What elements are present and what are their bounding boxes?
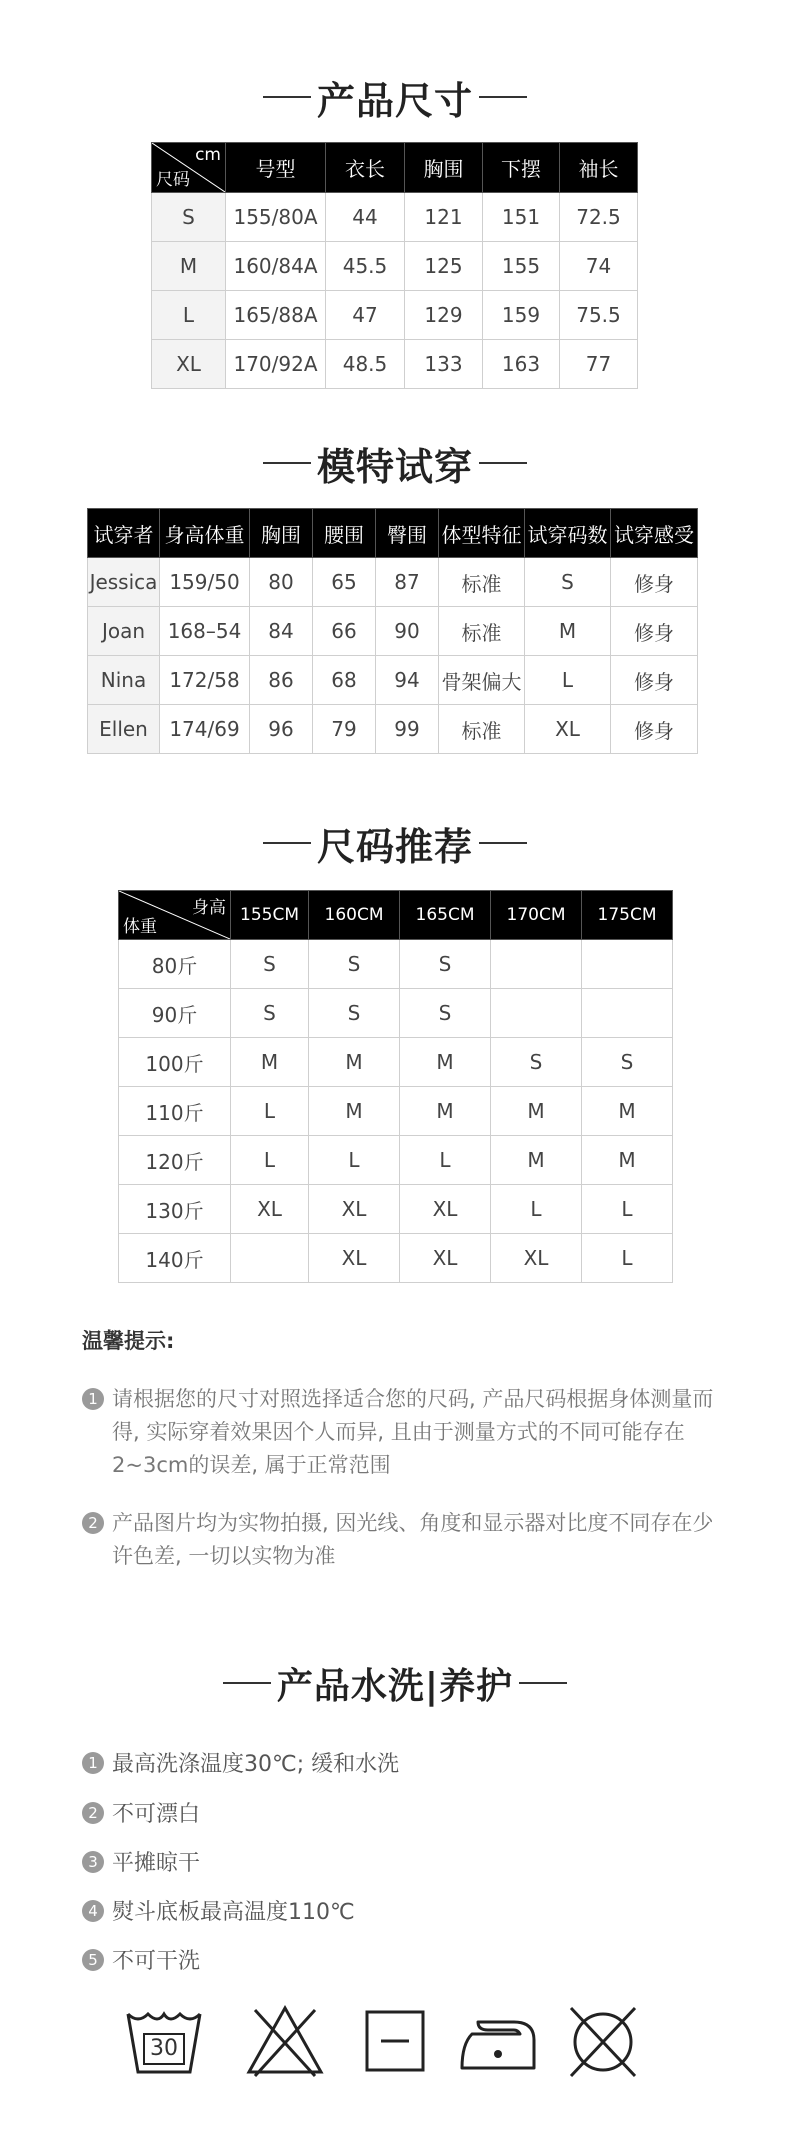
table-row <box>88 656 698 705</box>
model-fit-header: 腰围 <box>313 509 376 558</box>
size-label: XL <box>152 340 226 389</box>
table-cell: 80 <box>250 558 313 607</box>
table-cell: 79 <box>313 705 376 754</box>
number-badge: 5 <box>82 1949 104 1971</box>
care-item <box>82 1895 355 1926</box>
table-row <box>119 1185 673 1234</box>
table-cell: L <box>582 1185 673 1234</box>
tip-text: 产品图片均为实物拍摄, 因光线、角度和显示器对比度不同存在少许色差, 一切以实物为准 <box>112 1511 714 1568</box>
weight-label: 140斤 <box>119 1234 231 1283</box>
table-cell: 77 <box>560 340 638 389</box>
care-title: 产品水洗|养护 <box>0 1658 790 1708</box>
table-cell: 86 <box>250 656 313 705</box>
weight-label: 130斤 <box>119 1185 231 1234</box>
table-cell: 159/50 <box>160 558 250 607</box>
tip-item <box>82 1507 722 1573</box>
table-cell: 修身 <box>611 656 698 705</box>
size-recommend-corner: 身高 体重 <box>119 891 231 940</box>
care-item <box>82 1747 399 1778</box>
table-cell: S <box>491 1038 582 1087</box>
table-cell: 155/80A <box>226 193 326 242</box>
table-cell: XL <box>400 1185 491 1234</box>
table-cell: 44 <box>326 193 405 242</box>
care-text: 不可漂白 <box>112 1802 201 1827</box>
table-cell: M <box>400 1087 491 1136</box>
table-cell: 168–54 <box>160 607 250 656</box>
table-cell: L <box>231 1136 309 1185</box>
size-chart-title: 产品尺寸 <box>0 72 790 122</box>
table-row <box>119 989 673 1038</box>
table-cell: XL <box>400 1234 491 1283</box>
table-cell: M <box>231 1038 309 1087</box>
care-text: 熨斗底板最高温度110℃ <box>112 1900 355 1925</box>
number-badge: 3 <box>82 1851 104 1873</box>
table-cell: 121 <box>405 193 483 242</box>
table-cell: L <box>582 1234 673 1283</box>
size-label: M <box>152 242 226 291</box>
table-row <box>88 705 698 754</box>
table-cell: L <box>400 1136 491 1185</box>
table-cell: M <box>309 1038 400 1087</box>
table-row <box>119 940 673 989</box>
table-cell: 125 <box>405 242 483 291</box>
table-cell: 165/88A <box>226 291 326 340</box>
table-cell: L <box>309 1136 400 1185</box>
table-cell: 标准 <box>439 558 525 607</box>
table-cell: 48.5 <box>326 340 405 389</box>
table-cell: 75.5 <box>560 291 638 340</box>
no-bleach-icon <box>245 2000 325 2080</box>
table-cell: 修身 <box>611 705 698 754</box>
table-cell: 155 <box>483 242 560 291</box>
tip-item <box>82 1383 722 1482</box>
table-cell: 129 <box>405 291 483 340</box>
table-row <box>152 242 638 291</box>
dry-flat-icon <box>355 2000 435 2080</box>
weight-label: 110斤 <box>119 1087 231 1136</box>
table-cell <box>231 1234 309 1283</box>
table-cell: 151 <box>483 193 560 242</box>
table-cell: 骨架偏大 <box>439 656 525 705</box>
size-label: S <box>152 193 226 242</box>
size-chart-header: 号型 <box>226 143 326 193</box>
table-cell: L <box>231 1087 309 1136</box>
table-cell: 87 <box>376 558 439 607</box>
care-text: 平摊晾干 <box>112 1851 201 1876</box>
table-cell: XL <box>491 1234 582 1283</box>
table-cell: M <box>491 1136 582 1185</box>
height-header: 175CM <box>582 891 673 940</box>
model-name: Nina <box>88 656 160 705</box>
table-cell: M <box>582 1136 673 1185</box>
model-fit-header: 试穿者 <box>88 509 160 558</box>
size-chart-header: 下摆 <box>483 143 560 193</box>
table-cell <box>491 940 582 989</box>
height-header: 170CM <box>491 891 582 940</box>
model-fit-header: 试穿码数 <box>525 509 611 558</box>
number-badge: 2 <box>82 1512 104 1534</box>
table-cell: 84 <box>250 607 313 656</box>
table-cell: 159 <box>483 291 560 340</box>
model-fit-header: 臀围 <box>376 509 439 558</box>
table-cell: 修身 <box>611 558 698 607</box>
height-header: 155CM <box>231 891 309 940</box>
table-cell: S <box>231 989 309 1038</box>
table-cell: S <box>231 940 309 989</box>
table-cell: 94 <box>376 656 439 705</box>
table-cell <box>582 940 673 989</box>
table-row <box>88 558 698 607</box>
table-cell: 160/84A <box>226 242 326 291</box>
table-cell: XL <box>231 1185 309 1234</box>
care-item <box>82 1846 200 1877</box>
table-cell: 修身 <box>611 607 698 656</box>
care-text: 不可干洗 <box>112 1949 201 1974</box>
care-item <box>82 1944 200 1975</box>
weight-label: 90斤 <box>119 989 231 1038</box>
table-cell: 99 <box>376 705 439 754</box>
table-cell: 65 <box>313 558 376 607</box>
table-cell: L <box>525 656 611 705</box>
number-badge: 1 <box>82 1752 104 1774</box>
table-cell: S <box>309 940 400 989</box>
table-cell: 74 <box>560 242 638 291</box>
table-cell: S <box>582 1038 673 1087</box>
model-name: Jessica <box>88 558 160 607</box>
table-cell: 133 <box>405 340 483 389</box>
number-badge: 2 <box>82 1802 104 1824</box>
table-cell: 172/58 <box>160 656 250 705</box>
table-cell <box>582 989 673 1038</box>
weight-label: 120斤 <box>119 1136 231 1185</box>
table-cell: XL <box>309 1234 400 1283</box>
table-cell: XL <box>309 1185 400 1234</box>
table-cell: M <box>525 607 611 656</box>
table-cell: M <box>582 1087 673 1136</box>
model-fit-header: 身高体重 <box>160 509 250 558</box>
number-badge: 4 <box>82 1900 104 1922</box>
size-chart-header: 衣长 <box>326 143 405 193</box>
table-cell: 170/92A <box>226 340 326 389</box>
model-fit-header: 体型特征 <box>439 509 525 558</box>
table-row <box>119 1038 673 1087</box>
table-cell: 47 <box>326 291 405 340</box>
size-chart-corner: cm 尺码 <box>152 143 226 193</box>
number-badge: 1 <box>82 1388 104 1410</box>
table-cell: 标准 <box>439 705 525 754</box>
table-cell: 45.5 <box>326 242 405 291</box>
tips-title: 温馨提示: <box>82 1329 175 1353</box>
height-header: 160CM <box>309 891 400 940</box>
model-fit-title: 模特试穿 <box>0 438 790 488</box>
model-name: Ellen <box>88 705 160 754</box>
table-cell: S <box>309 989 400 1038</box>
table-cell: S <box>525 558 611 607</box>
model-fit-header: 试穿感受 <box>611 509 698 558</box>
table-cell: L <box>491 1185 582 1234</box>
size-chart-header: 胸围 <box>405 143 483 193</box>
table-cell: S <box>400 940 491 989</box>
table-cell: M <box>309 1087 400 1136</box>
table-cell: M <box>491 1087 582 1136</box>
care-icons <box>0 2000 790 2090</box>
size-recommend-table <box>118 890 673 1283</box>
table-cell: 90 <box>376 607 439 656</box>
table-row <box>152 291 638 340</box>
size-recommend-title: 尺码推荐 <box>0 818 790 868</box>
weight-label: 100斤 <box>119 1038 231 1087</box>
table-cell <box>491 989 582 1038</box>
table-row <box>88 607 698 656</box>
table-cell: 68 <box>313 656 376 705</box>
size-chart-table <box>151 142 638 389</box>
model-name: Joan <box>88 607 160 656</box>
height-header: 165CM <box>400 891 491 940</box>
iron-low-icon <box>458 2000 538 2080</box>
model-fit-table <box>87 508 698 754</box>
table-cell: 72.5 <box>560 193 638 242</box>
table-row <box>152 340 638 389</box>
table-row <box>152 193 638 242</box>
tip-text: 请根据您的尺寸对照选择适合您的尺码, 产品尺码根据身体测量而得, 实际穿着效果因个人而异, 且由于测量方式的不同可能存在2~3cm的误差, 属于正常范围 <box>112 1387 714 1477</box>
table-cell: 标准 <box>439 607 525 656</box>
table-cell: 174/69 <box>160 705 250 754</box>
table-cell: XL <box>525 705 611 754</box>
table-row <box>119 1136 673 1185</box>
table-cell: S <box>400 989 491 1038</box>
care-text: 最高洗涤温度30℃; 缓和水洗 <box>112 1752 400 1777</box>
size-chart-header: 袖长 <box>560 143 638 193</box>
table-cell: M <box>400 1038 491 1087</box>
table-cell: 163 <box>483 340 560 389</box>
table-row <box>119 1234 673 1283</box>
care-item <box>82 1797 200 1828</box>
table-row <box>119 1087 673 1136</box>
no-dry-clean-icon <box>563 2000 643 2080</box>
model-fit-header: 胸围 <box>250 509 313 558</box>
table-cell: 96 <box>250 705 313 754</box>
weight-label: 80斤 <box>119 940 231 989</box>
wash-30-icon: 30 <box>124 2000 204 2080</box>
size-label: L <box>152 291 226 340</box>
table-cell: 66 <box>313 607 376 656</box>
